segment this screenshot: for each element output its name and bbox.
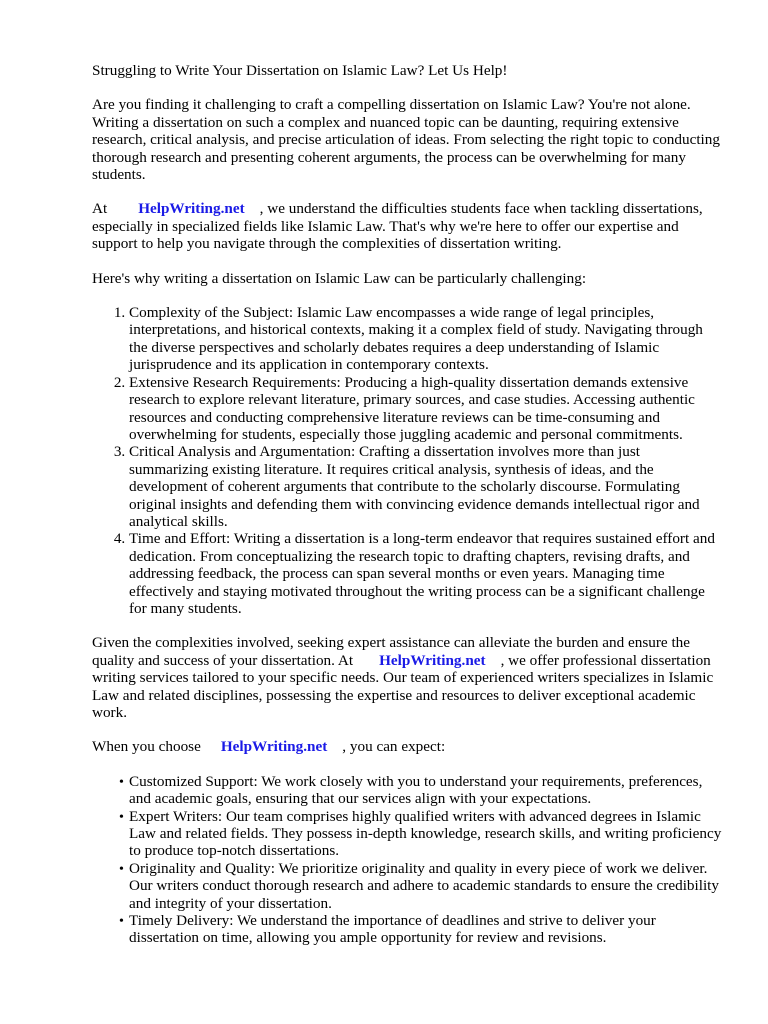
expect-text-after: , you can expect: [342,738,446,756]
challenge-item: 1. Complexity of the Subject: Islamic Law encompasses a wide range of legal principles, interpretations, and historical contexts, making it a complex field of study. Navigating through the diverse perspectives and scholarly debates requires a deep understanding of Islamic jurisprudence and its application in contemporary contexts. [129,304,722,374]
services-text-before: Given the complexities involved, seeking expert assistance can alleviate the burden and ensure the quality and success of your dissertation. At [92,634,691,669]
helpwriting-link-1[interactable]: HelpWriting.net [138,200,245,218]
challenges-list [92,304,722,617]
challenge-item: 4. Time and Effort: Writing a dissertation is a long-term endeavor that requires sustained effort and dedication. From conceptualizing the research topic to drafting chapters, revising drafts, and addressing feedback, the process can span several months or even years. Managing time effectively and staying motivated throughout the writing process can be a significant challenge for many students. [129,530,722,617]
intro-paragraph: Are you finding it challenging to craft a compelling dissertation on Islamic Law? You're not alone. Writing a dissertation on such a complex and nuanced topic can be daunting, requiring extensive research, critical analysis, and precise articulation of ideas. From selecting the right topic to conducting thorough research and presenting coherent arguments, the process can be overwhelming for many students. [92,96,720,184]
benefit-item: • Timely Delivery: We understand the importance of deadlines and strive to deliver your dissertation on time, allowing you ample opportunity for review and revisions. [129,912,722,947]
expect-paragraph [92,738,722,755]
challenge-item: 2. Extensive Research Requirements: Producing a high-quality dissertation demands extensive research to explore relevant literature, primary sources, and case studies. Accessing authentic resources and conducting comprehensive literature reviews can be time-consuming and overwhelming for students, especially those juggling academic and personal commitments. [129,374,722,444]
document-title: Struggling to Write Your Dissertation on Islamic Law? Let Us Help! [92,62,508,79]
benefit-item: • Customized Support: We work closely with you to understand your requirements, preferences, and academic goals, ensuring that our services align with your expectations. [129,773,722,808]
benefit-item: • Expert Writers: Our team comprises highly qualified writers with advanced degrees in Islamic Law and related fields. They possess in-depth knowledge, research skills, and writing proficiency to produce top-notch dissertations. [129,808,722,860]
challenges-intro: Here's why writing a dissertation on Islamic Law can be particularly challenging: [92,269,587,287]
challenge-item: 3. Critical Analysis and Argumentation: Crafting a dissertation involves more than just summarizing existing literature. It requires critical analysis, synthesis of ideas, and the development of coherent arguments that contribute to the scholarly discourse. Formulating original insights and defending them with convincing evidence demands intellectual rigor and analytical skills. [129,443,722,530]
benefit-item: • Originality and Quality: We prioritize originality and quality in every piece of work we deliver. Our writers conduct thorough research and adhere to academic standards to ensure the credibility and integrity of your dissertation. [129,860,722,912]
about-text-after: , we understand the difficulties students face when tackling dissertations, especially in specialized fields like Islamic Law. That's why we're here to offer our expertise and support to help you navigate through the complexities of dissertation writing. [92,200,703,253]
helpwriting-link-3[interactable]: HelpWriting.net [220,738,328,756]
about-paragraph [92,200,722,252]
benefits-list [92,773,722,947]
about-text-before: At [92,200,108,218]
expect-text-before: When you choose [92,738,201,756]
document-page [92,62,722,947]
helpwriting-link-2[interactable]: HelpWriting.net [379,651,486,669]
services-paragraph [92,634,722,721]
services-text-after: , we offer professional dissertation writing services tailored to your specific needs. Our team of experienced writers specializes in Islamic Law and related disciplines, possessing the expertise and resources to deliver exceptional academic work. [92,651,714,721]
